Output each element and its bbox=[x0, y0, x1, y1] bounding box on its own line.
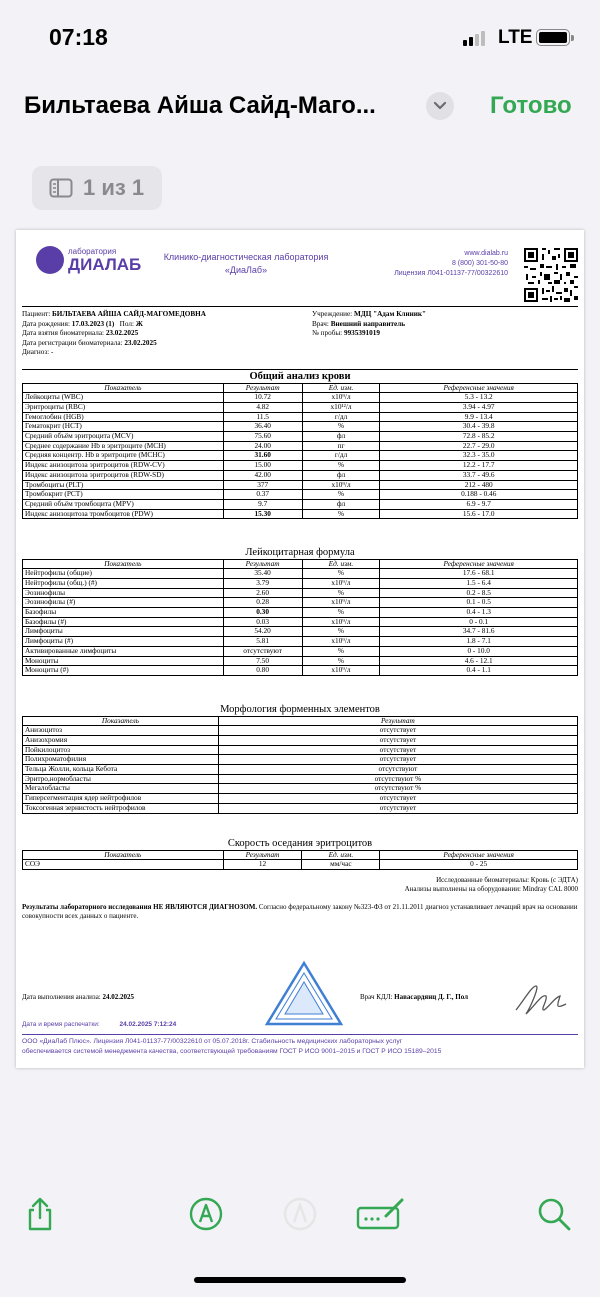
sex-label: Пол: bbox=[119, 319, 134, 328]
cell-ref: 32.3 - 35.0 bbox=[380, 451, 578, 461]
cell-unit: x10⁹/л bbox=[302, 578, 380, 588]
cell-result: 0.80 bbox=[223, 666, 302, 676]
diagnosis-label: Диагноз: bbox=[22, 348, 50, 356]
cell-unit: г/дл bbox=[302, 412, 380, 422]
lab-name-line1: Клинико-диагностическая лаборатория bbox=[163, 252, 329, 262]
lab-contact bbox=[394, 249, 508, 279]
status-bar bbox=[0, 0, 600, 76]
cell-ref: 3.94 - 4.97 bbox=[380, 402, 578, 412]
search-icon[interactable] bbox=[536, 1196, 572, 1232]
cell-name: Лейкоциты (WBC) bbox=[23, 393, 224, 403]
cbc-table bbox=[22, 371, 578, 519]
cell-result: отсутствует bbox=[218, 803, 577, 813]
print-date-label: Дата и время распечатки: bbox=[22, 1021, 100, 1028]
cell-ref: 212 - 480 bbox=[380, 480, 578, 490]
cell-result: 15.00 bbox=[223, 461, 302, 471]
cell-name: Среднее содержание Hb в эритроците (MCH) bbox=[23, 441, 224, 451]
cell-result: 4.82 bbox=[223, 402, 302, 412]
cell-unit: x10⁹/л bbox=[302, 393, 380, 403]
cell-ref: 0 - 0.1 bbox=[380, 617, 578, 627]
table-row bbox=[23, 745, 578, 755]
lab-brand-big: ДИАЛАБ bbox=[68, 254, 142, 274]
header-divider bbox=[22, 306, 578, 307]
cell-result: 7.50 bbox=[223, 656, 302, 666]
signature-icon bbox=[510, 980, 570, 1020]
cell-name: Моноциты (#) bbox=[23, 666, 224, 676]
cell-ref: 1.8 - 7.1 bbox=[380, 637, 578, 647]
table-row bbox=[23, 461, 578, 471]
column-header: Результат bbox=[218, 716, 577, 726]
cell-ref: 0 - 25 bbox=[380, 860, 578, 870]
cell-unit: x10⁹/л bbox=[302, 617, 380, 627]
sample-number-value: 9935391019 bbox=[343, 329, 380, 337]
table-row bbox=[23, 578, 578, 588]
cell-result: 0.37 bbox=[223, 490, 302, 500]
network-label: LTE bbox=[498, 27, 533, 48]
lab-name-line2: «ДиаЛаб» bbox=[224, 264, 268, 275]
morphology-table bbox=[22, 704, 578, 814]
cell-result: 42.00 bbox=[223, 470, 302, 480]
cell-result: 9.7 bbox=[223, 499, 302, 509]
exec-date-label: Дата выполнения анализа: bbox=[22, 993, 101, 1001]
cell-result: 11.5 bbox=[223, 412, 302, 422]
cell-result: отсутствуют % bbox=[218, 774, 577, 784]
cell-name: Нейтрофилы (общие) bbox=[23, 569, 224, 579]
cell-result: 10.72 bbox=[223, 393, 302, 403]
cell-unit: % bbox=[302, 646, 380, 656]
table-row bbox=[23, 569, 578, 579]
cell-unit: % bbox=[302, 422, 380, 432]
cell-unit: % bbox=[302, 608, 380, 618]
cell-name: Средняя концентр. Hb в эритроците (MCHC) bbox=[23, 451, 224, 461]
cell-result: отсутствует bbox=[218, 745, 577, 755]
column-header: Референсные значения bbox=[380, 850, 578, 860]
cell-name: Лимфоциты (#) bbox=[23, 637, 224, 647]
signal-icon bbox=[463, 30, 485, 46]
equipment-text: Анализы выполнены на оборудовании: Mindray CAL 8000 bbox=[404, 885, 578, 894]
table-row bbox=[23, 499, 578, 509]
cell-unit: % bbox=[302, 588, 380, 598]
cell-name: Тромбоциты (PLT) bbox=[23, 480, 224, 490]
disclaimer-bold: Результаты лабораторного исследования НЕ ЯВЛЯЮТСЯ ДИАГНОЗОМ. bbox=[22, 903, 258, 911]
cell-result: 0.28 bbox=[223, 598, 302, 608]
markup-icon[interactable] bbox=[188, 1196, 224, 1232]
cell-result: 12 bbox=[223, 860, 302, 870]
cell-ref: 22.7 - 29.0 bbox=[380, 441, 578, 451]
lab-brand-small: лаборатория bbox=[68, 246, 117, 256]
cell-name: Индекс анизоцитоза эритроцитов (RDW-CV) bbox=[23, 461, 224, 471]
cell-result: 377 bbox=[223, 480, 302, 490]
cell-result: 54.20 bbox=[223, 627, 302, 637]
cell-result: 0.30 bbox=[223, 608, 302, 618]
table-row bbox=[23, 755, 578, 765]
dob-value: 17.03.2023 (1) bbox=[71, 319, 115, 328]
cell-unit: г/дл bbox=[302, 451, 380, 461]
cell-unit: x10⁹/л bbox=[302, 480, 380, 490]
cell-name: Средний объём тромбоцита (MPV) bbox=[23, 499, 224, 509]
exec-date bbox=[22, 993, 242, 1002]
biomaterial-text: Исследованные биоматериалы: Кровь (с ЭДТА) bbox=[436, 876, 578, 884]
cell-unit: x10⁹/л bbox=[302, 666, 380, 676]
cell-name: Анизоцитоз bbox=[23, 726, 219, 736]
lab-website: www.dialab.ru bbox=[464, 250, 508, 257]
column-header: Показатель bbox=[23, 716, 219, 726]
cell-result: 5.81 bbox=[223, 637, 302, 647]
table-row bbox=[23, 803, 578, 813]
kdl-label: Врач КДЛ: bbox=[360, 993, 393, 1001]
footer-line1: ООО «ДиаЛаб Плюс». Лицензия Л041-01137-77/00322610 от 05.07.2018г. Стабильность медицинских лабораторных услуг bbox=[22, 1038, 403, 1045]
table-row bbox=[23, 480, 578, 490]
cell-ref: 0.188 - 0.46 bbox=[380, 490, 578, 500]
diagnosis-value: - bbox=[50, 348, 54, 356]
cell-unit: % bbox=[302, 627, 380, 637]
cell-result: 24.00 bbox=[223, 441, 302, 451]
nav-bar bbox=[0, 76, 600, 136]
print-date bbox=[22, 1021, 578, 1030]
column-header: Ед. изм. bbox=[302, 383, 380, 393]
cell-unit: фл bbox=[302, 470, 380, 480]
cell-ref: 33.7 - 49.6 bbox=[380, 470, 578, 480]
table-row bbox=[23, 598, 578, 608]
cell-result: отсутствуют bbox=[223, 646, 302, 656]
disclaimer bbox=[22, 903, 578, 922]
patient-label: Пациент: bbox=[22, 310, 51, 318]
cell-name: Индекс анизоцитоза тромбоцитов (PDW) bbox=[23, 509, 224, 519]
esr-table bbox=[22, 838, 578, 870]
cell-ref: 0.4 - 1.3 bbox=[380, 608, 578, 618]
cell-result: отсутствуют % bbox=[218, 784, 577, 794]
table-row bbox=[23, 646, 578, 656]
cell-unit: пг bbox=[302, 441, 380, 451]
section-title: Лейкоцитарная формула bbox=[245, 547, 355, 559]
column-header: Результат bbox=[223, 559, 302, 569]
institution-value: МДЦ "Адам Клиник" bbox=[353, 310, 427, 318]
cell-name: Гемоглобин (HGB) bbox=[23, 412, 224, 422]
cell-unit: % bbox=[302, 509, 380, 519]
column-header: Ед. изм. bbox=[302, 559, 380, 569]
battery-icon bbox=[536, 29, 570, 46]
cell-ref: 12.2 - 17.7 bbox=[380, 461, 578, 471]
page-indicator-label: 1 из 1 bbox=[83, 175, 145, 200]
table-row bbox=[23, 774, 578, 784]
document-page[interactable] bbox=[16, 230, 584, 1068]
lab-phone: 8 (800) 301-50-80 bbox=[451, 260, 508, 268]
cell-name: Анизохромия bbox=[23, 735, 219, 745]
cell-unit: % bbox=[302, 490, 380, 500]
table-row bbox=[23, 422, 578, 432]
thumbnail-sidebar-icon bbox=[49, 178, 73, 198]
cell-name: Полихроматофилия bbox=[23, 755, 219, 765]
column-header: Показатель bbox=[23, 850, 224, 860]
reg-date-value: 23.02.2025 bbox=[124, 338, 157, 347]
cell-unit: % bbox=[302, 569, 380, 579]
cell-name: Гематокрит (HCT) bbox=[23, 422, 224, 432]
cell-name: Средний объём эритроцита (MCV) bbox=[23, 432, 224, 442]
patient-info-divider bbox=[22, 369, 578, 370]
cell-result: 36.40 bbox=[223, 422, 302, 432]
sample-date-value: 23.02.2025 bbox=[105, 329, 139, 337]
cell-unit: x10¹²/л bbox=[302, 402, 380, 412]
doctor-label: Врач: bbox=[312, 319, 329, 328]
lab-license: Лицензия Л041-01137-77/00322610 bbox=[394, 270, 508, 278]
cell-result: 3.79 bbox=[223, 578, 302, 588]
print-date-value: 24.02.2025 7:12:24 bbox=[119, 1021, 177, 1028]
document-title[interactable]: Бильтаева Айша Сайд-Маго... bbox=[24, 92, 376, 119]
cell-ref: 72.8 - 85.2 bbox=[380, 432, 578, 442]
chevron-down-icon bbox=[433, 101, 447, 111]
table-row bbox=[23, 451, 578, 461]
cell-ref: 30.4 - 39.8 bbox=[380, 422, 578, 432]
cell-result: отсутствует bbox=[218, 735, 577, 745]
cell-result: отсутствует bbox=[218, 726, 577, 736]
dob-label: Дата рождения: bbox=[22, 319, 70, 328]
cell-ref: 4.6 - 12.1 bbox=[380, 656, 578, 666]
table-row bbox=[23, 726, 578, 736]
cell-ref: 9.9 - 13.4 bbox=[380, 412, 578, 422]
cell-result: отсутствует bbox=[218, 794, 577, 804]
table-row bbox=[23, 765, 578, 775]
section-title: Скорость оседания эритроцитов bbox=[227, 838, 373, 850]
home-indicator[interactable] bbox=[194, 1277, 406, 1283]
kdl-doctor bbox=[360, 993, 510, 1002]
doctor-value: Внешний направитель bbox=[330, 319, 406, 328]
sample-date-label: Дата взятия биоматериала: bbox=[22, 329, 105, 337]
table-row bbox=[23, 441, 578, 451]
column-header: Результат bbox=[223, 383, 302, 393]
cell-result: 0.03 bbox=[223, 617, 302, 627]
lab-logo-icon bbox=[36, 246, 64, 274]
institution-label: Учреждение: bbox=[312, 310, 353, 318]
reg-date-label: Дата регистрации биоматериала: bbox=[22, 338, 123, 347]
section-title: Морфология форменных элементов bbox=[220, 704, 380, 716]
cell-unit: фл bbox=[302, 499, 380, 509]
cell-name: Индекс анизоцитоза эритроцитов (RDW-SD) bbox=[23, 470, 224, 480]
bottom-toolbar bbox=[0, 1190, 600, 1240]
table-row bbox=[23, 656, 578, 666]
cell-ref: 34.7 - 81.6 bbox=[380, 627, 578, 637]
done-button[interactable]: Готово bbox=[490, 92, 572, 119]
status-time: 07:18 bbox=[49, 24, 108, 50]
fill-sign-icon[interactable] bbox=[356, 1196, 406, 1232]
cell-result: 75.60 bbox=[223, 432, 302, 442]
cell-unit: x10⁹/л bbox=[302, 637, 380, 647]
cell-name: Активированные лимфоциты bbox=[23, 646, 224, 656]
cell-name: Эозинофилы bbox=[23, 588, 224, 598]
cell-name: Эритроциты (RBC) bbox=[23, 402, 224, 412]
cell-result: 2.60 bbox=[223, 588, 302, 598]
table-row bbox=[23, 393, 578, 403]
cell-ref: 6.9 - 9.7 bbox=[380, 499, 578, 509]
cell-unit: фл bbox=[302, 432, 380, 442]
column-header: Показатель bbox=[23, 383, 224, 393]
footer-line2: обеспечивается системой менеджмента качества, соответствующей требованиям ГОСТ Р ИСО 9001–2015 и ГОСТ Р ИСО 15189–2015 bbox=[22, 1048, 442, 1056]
cell-name: Токсогенная зернистость нейтрофилов bbox=[23, 803, 219, 813]
document-footer bbox=[22, 1034, 578, 1057]
table-row bbox=[23, 402, 578, 412]
table-row bbox=[23, 432, 578, 442]
table-row bbox=[23, 470, 578, 480]
cell-name: Гиперсегментация ядер нейтрофилов bbox=[23, 794, 219, 804]
qr-code-icon bbox=[524, 248, 578, 302]
lab-name bbox=[156, 251, 336, 276]
cell-result: отсутствуют bbox=[218, 765, 577, 775]
patient-name: БИЛЬТАЕВА АЙША САЙД-МАГОМЕДОВНА bbox=[52, 310, 206, 318]
cell-name: Эозинофилы (#) bbox=[23, 598, 224, 608]
cell-unit: % bbox=[302, 461, 380, 471]
cell-ref: 1.5 - 6.4 bbox=[380, 578, 578, 588]
cell-name: Нейтрофилы (общ.) (#) bbox=[23, 578, 224, 588]
cell-name: Моноциты bbox=[23, 656, 224, 666]
lab-stamp-icon bbox=[264, 960, 344, 1028]
cell-name: Базофилы bbox=[23, 608, 224, 618]
leukocyte-table bbox=[22, 547, 578, 676]
share-icon[interactable] bbox=[22, 1196, 58, 1232]
cell-ref: 0 - 10.0 bbox=[380, 646, 578, 656]
cell-unit: x10⁹/л bbox=[302, 598, 380, 608]
column-header: Результат bbox=[223, 850, 302, 860]
cell-name: Пойкилоцитоз bbox=[23, 745, 219, 755]
cell-ref: 0.4 - 1.1 bbox=[380, 666, 578, 676]
column-header: Референсные значения bbox=[380, 559, 578, 569]
title-menu-button[interactable] bbox=[426, 92, 454, 120]
table-row bbox=[23, 666, 578, 676]
sex-value: Ж bbox=[135, 319, 143, 328]
table-row bbox=[23, 735, 578, 745]
cell-ref: 5.3 - 13.2 bbox=[380, 393, 578, 403]
table-row bbox=[23, 490, 578, 500]
cell-name: Базофилы (#) bbox=[23, 617, 224, 627]
section-title: Общий анализ крови bbox=[249, 371, 351, 383]
exec-date-value: 24.02.2025 bbox=[102, 993, 134, 1001]
cell-name: СОЭ bbox=[23, 860, 224, 870]
column-header: Ед. изм. bbox=[302, 850, 380, 860]
cell-name: Лимфоциты bbox=[23, 627, 224, 637]
table-row bbox=[23, 637, 578, 647]
table-row bbox=[23, 617, 578, 627]
sample-number-label: № пробы: bbox=[312, 329, 343, 337]
cell-result: отсутствует bbox=[218, 755, 577, 765]
cell-name: Эритро,нормобласты bbox=[23, 774, 219, 784]
cell-name: Мегалобласты bbox=[23, 784, 219, 794]
disclaimer-text: Согласно федеральному закону №323-ФЗ от 21.11.2011 диагноз устанавливает лечащий врач на основании совокупности всех данных о пациенте. bbox=[22, 903, 578, 921]
table-row bbox=[23, 627, 578, 637]
cell-unit: мм/час bbox=[302, 860, 380, 870]
kdl-name: Навасардянц Д. Г., Пол bbox=[394, 993, 469, 1001]
cell-name: Тромбокрит (PCT) bbox=[23, 490, 224, 500]
table-row bbox=[23, 860, 578, 870]
cell-unit: % bbox=[302, 656, 380, 666]
cell-result: 15.30 bbox=[223, 509, 302, 519]
cell-ref: 15.6 - 17.0 bbox=[380, 509, 578, 519]
markup-disabled-icon bbox=[282, 1196, 318, 1232]
cell-result: 35.40 bbox=[223, 569, 302, 579]
table-row bbox=[23, 794, 578, 804]
cell-ref: 0.1 - 0.5 bbox=[380, 598, 578, 608]
table-row bbox=[23, 784, 578, 794]
table-row bbox=[23, 588, 578, 598]
table-row bbox=[23, 412, 578, 422]
page-indicator-button[interactable] bbox=[32, 166, 162, 210]
cell-result: 31.60 bbox=[223, 451, 302, 461]
cell-ref: 17.6 - 68.1 bbox=[380, 569, 578, 579]
cell-name: Тельца Жолли, кольца Кебота bbox=[23, 765, 219, 775]
column-header: Референсные значения bbox=[380, 383, 578, 393]
table-row bbox=[23, 509, 578, 519]
column-header: Показатель bbox=[23, 559, 224, 569]
table-row bbox=[23, 608, 578, 618]
biomaterial-notes bbox=[22, 876, 578, 895]
lab-logo bbox=[36, 246, 141, 274]
cell-ref: 0.2 - 8.5 bbox=[380, 588, 578, 598]
